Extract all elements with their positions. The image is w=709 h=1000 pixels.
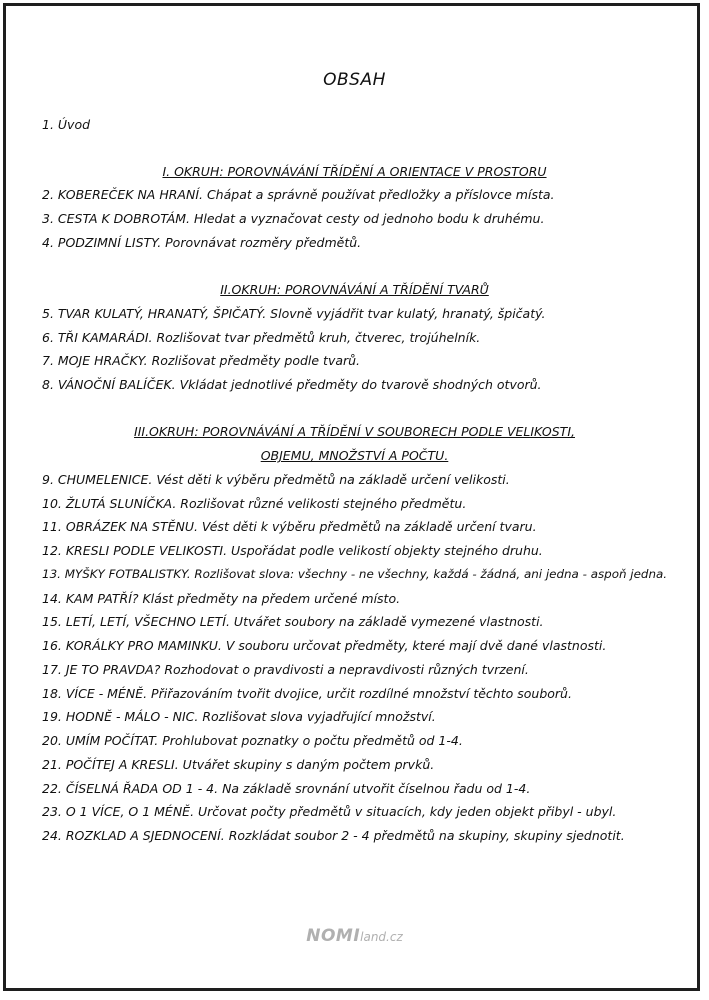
list-item-21: 21. POČÍTEJ A KRESLI. Utvářet skupiny s daným počtem prvků. xyxy=(42,757,435,772)
intro-item: 1. Úvod xyxy=(42,117,91,132)
list-item-9: 9. CHUMELENICE. Vést děti k výběru předmětů na základě určení velikosti. xyxy=(42,472,510,487)
logo-brand: NOMI xyxy=(306,926,361,946)
list-item-16: 16. KORÁLKY PRO MAMINKU. V souboru určovat předměty, které mají dvě dané vlastnosti. xyxy=(42,638,607,653)
list-item-19: 19. HODNĚ - MÁLO - NIC. Rozlišovat slova vyjadřující množství. xyxy=(42,709,436,724)
list-item-6: 6. TŘI KAMARÁDI. Rozlišovat tvar předmětů kruh, čtverec, trojúhelník. xyxy=(42,330,481,345)
list-item-17: 17. JE TO PRAVDA? Rozhodovat o pravdivosti a nepravdivosti různých tvrzení. xyxy=(42,662,529,677)
list-item-5: 5. TVAR KULATÝ, HRANATÝ, ŠPIČATÝ. Slovně vyjádřit tvar kulatý, hranatý, špičatý. xyxy=(42,306,546,321)
list-item-2: 2. KOBEREČEK NA HRANÍ. Chápat a správně používat předložky a příslovce místa. xyxy=(42,187,555,202)
list-item-13: 13. MYŠKY FOTBALISTKY. Rozlišovat slova: všechny - ne všechny, každá - žádná, ani jedna - aspoň jedna. xyxy=(42,567,668,581)
list-item-14: 14. KAM PATŘÍ? Klást předměty na předem určené místo. xyxy=(42,591,401,606)
list-item-15: 15. LETÍ, LETÍ, VŠECHNO LETÍ. Utvářet soubory na základě vymezené vlastnosti. xyxy=(42,614,544,629)
list-item-7: 7. MOJE HRAČKY. Rozlišovat předměty podle tvarů. xyxy=(42,353,361,368)
list-item-23: 23. O 1 VÍCE, O 1 MÉNĚ. Určovat počty předmětů v situacích, kdy jeden objekt přibyl - ubyl. xyxy=(42,804,617,819)
list-item-22: 22. ČÍSELNÁ ŘADA OD 1 - 4. Na základě srovnání utvořit číselnou řadu od 1-4. xyxy=(42,781,531,796)
page-title: OBSAH xyxy=(323,70,386,90)
section-heading-3: III.OKRUH: POROVNÁVÁNÍ A TŘÍDĚNÍ V SOUBORECH PODLE VELIKOSTI, xyxy=(134,424,575,439)
section-heading-2: II.OKRUH: POROVNÁVÁNÍ A TŘÍDĚNÍ TVARŮ xyxy=(220,282,489,297)
list-item-4: 4. PODZIMNÍ LISTY. Porovnávat rozměry předmětů. xyxy=(42,235,362,250)
list-item-20: 20. UMÍM POČÍTAT. Prohlubovat poznatky o počtu předmětů od 1-4. xyxy=(42,733,463,748)
logo-suffix: land.cz xyxy=(360,930,403,944)
nomiland-logo xyxy=(0,926,709,946)
list-item-3: 3. CESTA K DOBROTÁM. Hledat a vyznačovat cesty od jednoho bodu k druhému. xyxy=(42,211,545,226)
section-heading-1: I. OKRUH: POROVNÁVÁNÍ TŘÍDĚNÍ A ORIENTACE V PROSTORU xyxy=(162,164,547,179)
section-heading-3-line-2: OBJEMU, MNOŽSTVÍ A POČTU. xyxy=(260,448,449,463)
list-item-12: 12. KRESLI PODLE VELIKOSTI. Uspořádat podle velikostí objekty stejného druhu. xyxy=(42,543,543,558)
list-item-10: 10. ŽLUTÁ SLUNÍČKA. Rozlišovat různé velikosti stejného předmětu. xyxy=(42,496,467,511)
list-item-24: 24. ROZKLAD A SJEDNOCENÍ. Rozkládat soubor 2 - 4 předmětů na skupiny, skupiny sjednotit. xyxy=(42,828,625,843)
list-item-8: 8. VÁNOČNÍ BALÍČEK. Vkládat jednotlivé předměty do tvarově shodných otvorů. xyxy=(42,377,542,392)
list-item-11: 11. OBRÁZEK NA STĚNU. Vést děti k výběru předmětů na základě určení tvaru. xyxy=(42,519,537,534)
list-item-18: 18. VÍCE - MÉNĚ. Přiřazováním tvořit dvojice, určit rozdílné množství těchto souborů. xyxy=(42,686,572,701)
